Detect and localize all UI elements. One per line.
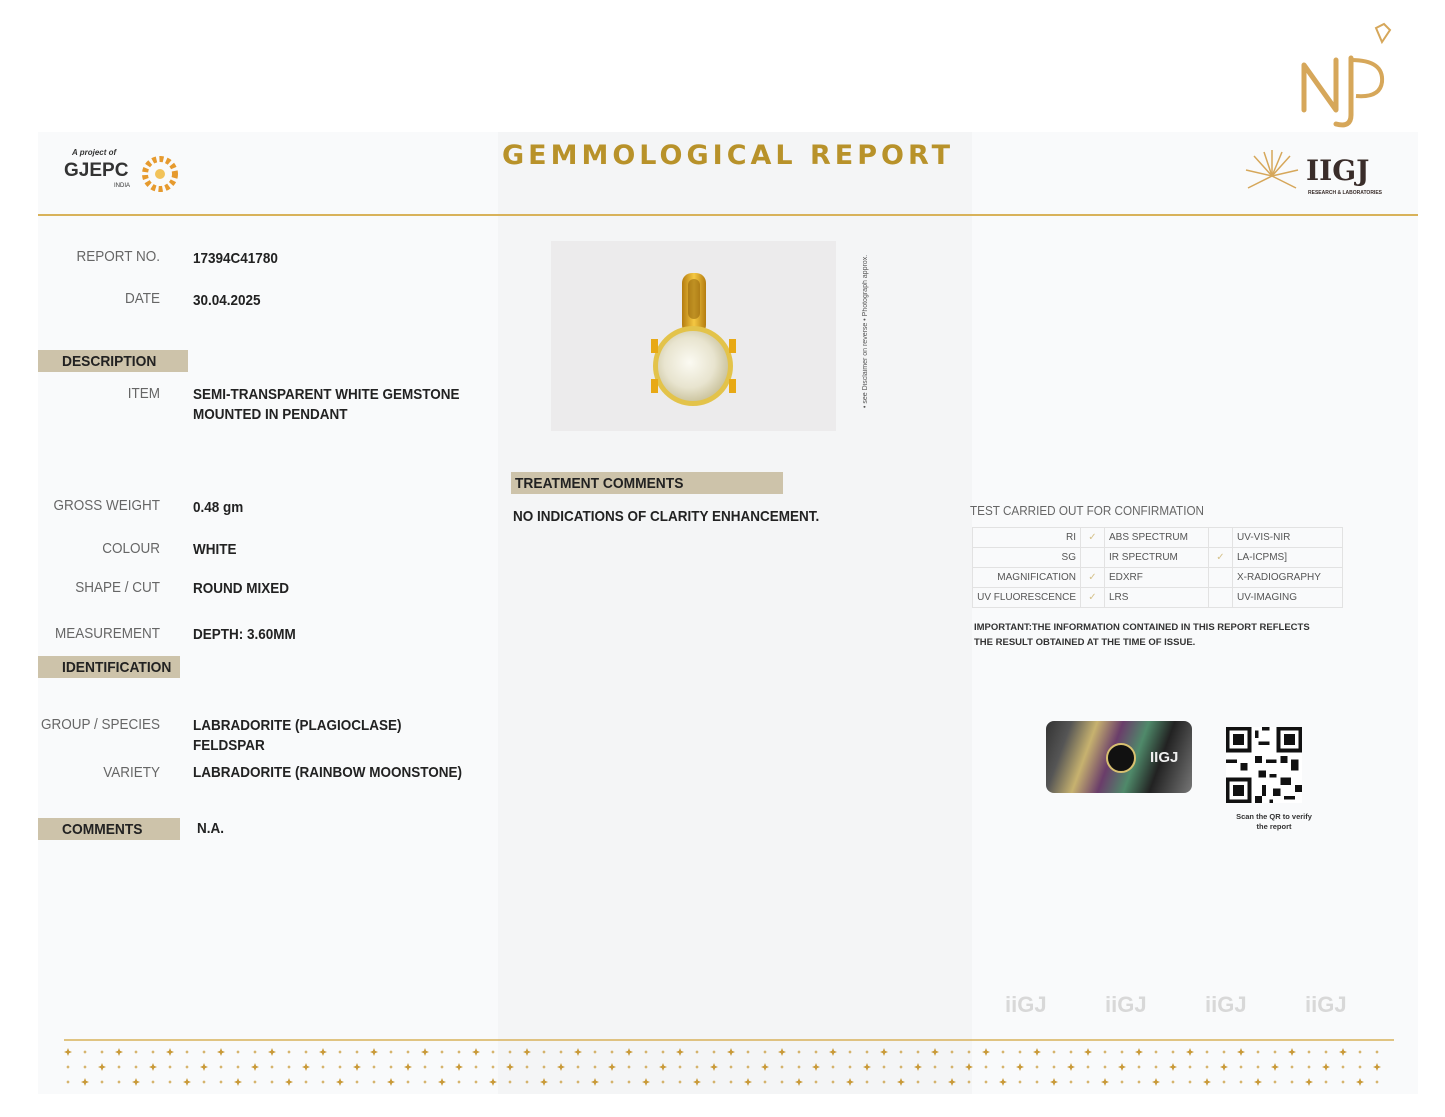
header-divider	[38, 214, 1418, 216]
gemstone-photo	[551, 241, 836, 431]
check-icon	[1209, 528, 1233, 548]
test-name: RI	[973, 528, 1081, 548]
colour-value: WHITE	[193, 541, 237, 558]
watermark-logo: iiGJ	[1205, 992, 1247, 1017]
watermark-logo: iiGJ	[1005, 992, 1047, 1017]
gjepc-country: INDIA	[114, 183, 131, 189]
shape-value: ROUND MIXED	[193, 580, 290, 597]
test-name: X-RADIOGRAPHY	[1233, 568, 1343, 588]
gjepc-logo	[62, 148, 192, 198]
check-icon: ✓	[1081, 528, 1105, 548]
item-label: ITEM	[127, 385, 160, 402]
iigj-name: IIGJ	[1306, 154, 1370, 187]
iigj-logo	[1242, 142, 1392, 208]
comments-section-header: COMMENTS	[38, 818, 180, 840]
hologram-seal	[1046, 721, 1192, 793]
decorative-star-border	[64, 1038, 1394, 1094]
report-no-label: REPORT NO.	[76, 248, 160, 265]
date-value: 30.04.2025	[193, 292, 261, 309]
group-label: GROUP / SPECIES	[40, 716, 160, 733]
gjepc-emblem-icon	[142, 156, 178, 192]
hologram-text: IIGJ	[1150, 749, 1179, 766]
shape-label: SHAPE / CUT	[75, 579, 160, 596]
item-value: SEMI-TRANSPARENT WHITE GEMSTONE MOUNTED IN PENDANT	[193, 386, 460, 423]
test-name: UV FLUORESCENCE	[973, 588, 1081, 608]
tests-table	[972, 527, 1343, 608]
test-name: ABS SPECTRUM	[1105, 528, 1209, 548]
important-note	[974, 620, 1314, 650]
colour-label: COLOUR	[102, 540, 160, 557]
test-name: MAGNIFICATION	[973, 568, 1081, 588]
measurement-label: MEASUREMENT	[54, 625, 161, 642]
report-no-value: 17394C41780	[193, 250, 278, 267]
watermark-logo: iiGJ	[1305, 992, 1347, 1017]
hologram-disc-icon	[1106, 743, 1136, 773]
treatment-value: NO INDICATIONS OF CLARITY ENHANCEMENT.	[513, 508, 820, 525]
comments-value: N.A.	[197, 820, 224, 837]
check-icon: ✓	[1081, 588, 1105, 608]
variety-label: VARIETY	[103, 764, 160, 781]
important-label: IMPORTANT:	[974, 622, 1032, 633]
test-name: LRS	[1105, 588, 1209, 608]
test-name: UV-IMAGING	[1233, 588, 1343, 608]
gross-weight-value: 0.48 gm	[193, 499, 244, 516]
check-icon: ✓	[1209, 548, 1233, 568]
test-name: IR SPECTRUM	[1105, 548, 1209, 568]
qr-caption: Scan the QR to verify the report	[1236, 812, 1312, 831]
qr-code[interactable]	[1226, 727, 1302, 803]
variety-value: LABRADORITE (RAINBOW MOONSTONE)	[193, 764, 462, 781]
gjepc-tagline: A project of	[72, 148, 117, 157]
test-name: UV-VIS-NIR	[1233, 528, 1343, 548]
test-name: SG	[973, 548, 1081, 568]
test-row	[973, 528, 1343, 548]
measurement-value: DEPTH: 3.60MM	[193, 626, 296, 643]
date-label: DATE	[124, 290, 160, 307]
test-name: LA-ICPMS]	[1233, 548, 1343, 568]
nj-logo	[1296, 20, 1396, 130]
check-icon	[1209, 568, 1233, 588]
iigj-burst-icon	[1242, 148, 1302, 198]
test-row	[973, 548, 1343, 568]
check-icon	[1209, 588, 1233, 608]
treatment-section-header: TREATMENT COMMENTS	[511, 472, 783, 494]
watermark-logo: iiGJ	[1105, 992, 1147, 1017]
photo-disclaimer: • see Disclaimer on reverse • Photograph approx.	[862, 254, 869, 408]
iigj-subtitle: RESEARCH & LABORATORIES	[1308, 190, 1382, 196]
check-icon	[1081, 548, 1105, 568]
tests-heading: TEST CARRIED OUT FOR CONFIRMATION	[970, 503, 1205, 518]
identification-section-header: IDENTIFICATION	[38, 656, 180, 678]
description-section-header: DESCRIPTION	[38, 350, 188, 372]
check-icon: ✓	[1081, 568, 1105, 588]
gjepc-name: GJEPC	[64, 160, 129, 181]
pendant-image	[551, 241, 836, 431]
page-title: GEMMOLOGICAL REPORT	[502, 140, 954, 171]
group-value: LABRADORITE (PLAGIOCLASE) FELDSPAR	[193, 717, 402, 754]
test-name: EDXRF	[1105, 568, 1209, 588]
test-row	[973, 588, 1343, 608]
gross-weight-label: GROSS WEIGHT	[53, 497, 160, 514]
important-text: THE INFORMATION CONTAINED IN THIS REPORT REFLECTS THE RESULT OBTAINED AT THE TIME OF ISSUE.	[974, 622, 1310, 648]
test-row	[973, 568, 1343, 588]
